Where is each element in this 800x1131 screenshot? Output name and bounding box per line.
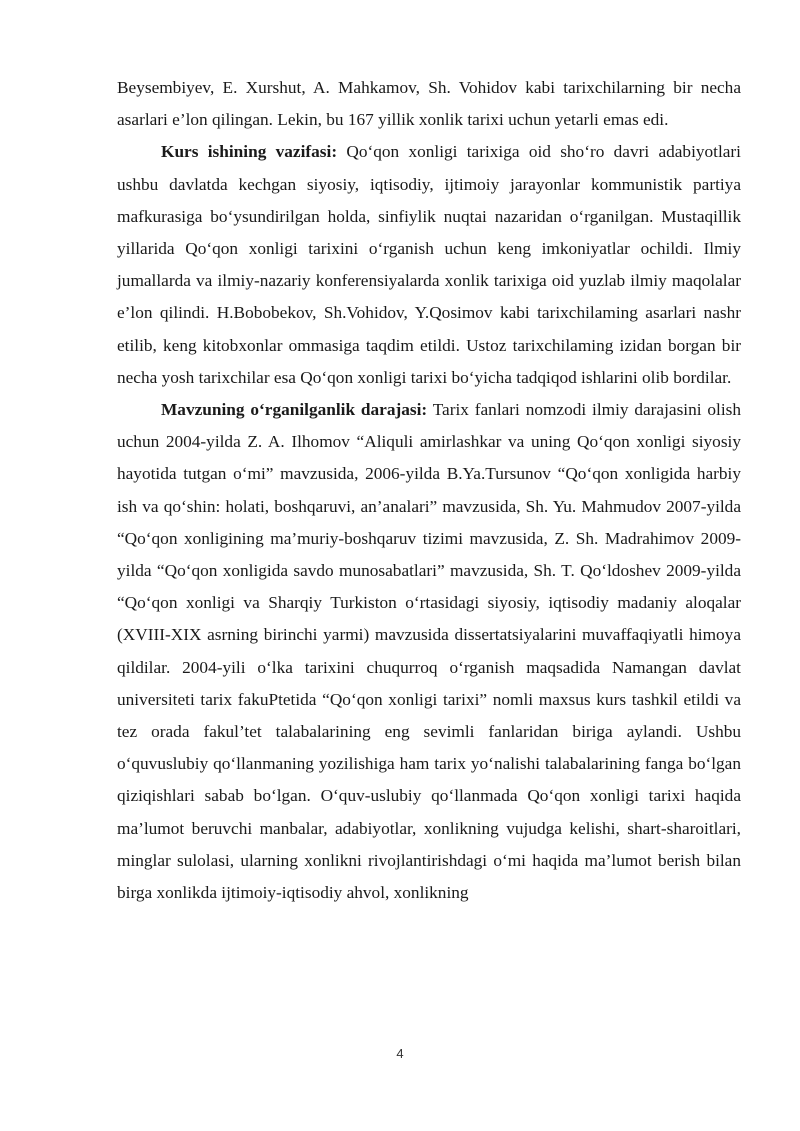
paragraph-heading-study-level: Mavzuning o‘rganilganlik darajasi: — [161, 400, 428, 420]
page-body — [117, 72, 741, 909]
paragraph-text: Beysembiyev, E. Xurshut, A. Mahkamov, Sh. Vohidov kabi tarixchilarning bir necha asarlari e’lon qilingan. Lekin, bu 167 yillik xonlik tarixi uchun yetarli emas edi. — [117, 78, 741, 130]
paragraph-text: Tarix fanlari nomzodi ilmiy darajasini olish uchun 2004-yilda Z. A. Ilhomov “Aliquli amirlashkar va uning Qo‘qon xonligi siyosiy hayotida tutgan o‘mi” mavzusida, 2006-yilda B.Ya.Tursunov “Qo‘qon xonligida harbiy ish va qo‘shin: holati, boshqaruvi, an’analari” mavzusida, Sh. Yu. Mahmudov 2007-yilda “Qo‘qon xonligining ma’muriy-boshqaruv tizimi mavzusida, Z. Sh. Madrahimov 2009-yilda “Qo‘qon xonligida savdo munosabatlari” mavzusida, Sh. T. Qo‘ldoshev 2009-yilda “Qo‘qon xonligi va Sharqiy Turkiston o‘rtasidagi siyosiy, iqtisodiy madaniy aloqalar (XVIII-XIX asrning birinchi yarmi) mavzusida dissertatsiyalarini muvaffaqiyatli himoya qildilar. 2004-yili o‘lka tarixini chuqurroq o‘rganish maqsadida Namangan davlat universiteti tarix fakuPtetida “Qo‘qon xonligi tarixi” nomli maxsus kurs tashkil etildi va tez orada fakul’tet talabalarining eng sevimli fanlaridan biriga aylandi. Ushbu o‘quvuslubiy qo‘llanmaning yozilishiga ham tarix yo‘nalishi talabalarining fanga bo‘lgan qiziqishlari sabab bo‘lgan. O‘quv-uslubiy qo‘llanmada Qo‘qon xonligi tarixi haqida ma’lumot beruvchi manbalar, adabiyotlar, xonlikning vujudga kelishi, shart-sharoitlari, minglar sulolasi, ularning xonlikni rivojlantirishdagi o‘mi haqida ma’lumot berish bilan birga xonlikda ijtimoiy-iqtisodiy ahvol, xonlikning — [117, 400, 741, 903]
paragraph-text: Qo‘qon xonligi tarixiga oid sho‘ro davri adabiyotlari ushbu davlatda kechgan siyosiy, iqtisodiy, ijtimoiy jarayonlar kommunistik partiya mafkurasiga bo‘ysundirilgan holda, sinfiylik nuqtai nazaridan o‘rganilgan. Mustaqillik yillarida Qo‘qon xonligi tarixini o‘rganish uchun keng imkoniyatlar ochildi. Ilmiy jumallarda va ilmiy-nazariy konferensiyalarda xonlik tarixiga oid yuzlab ilmiy maqolalar e’lon qilindi. H.Bobobekov, Sh.Vohidov, Y.Qosimov kabi tarixchilaming asarlari nashr etilib, keng kitobxonlar ommasiga taqdim etildi. Ustoz tarixchilaming izidan borgan bir necha yosh tarixchilar esa Qo‘qon xonligi tarixi bo‘yicha tadqiqod ishlarini olib bordilar. — [117, 142, 741, 387]
paragraph-heading-course-tasks: Kurs ishining vazifasi: — [161, 142, 338, 162]
page-number: 4 — [396, 1046, 404, 1061]
paragraph-continuation — [117, 72, 741, 136]
paragraph-course-tasks — [117, 136, 741, 394]
paragraph-study-level — [117, 394, 741, 909]
